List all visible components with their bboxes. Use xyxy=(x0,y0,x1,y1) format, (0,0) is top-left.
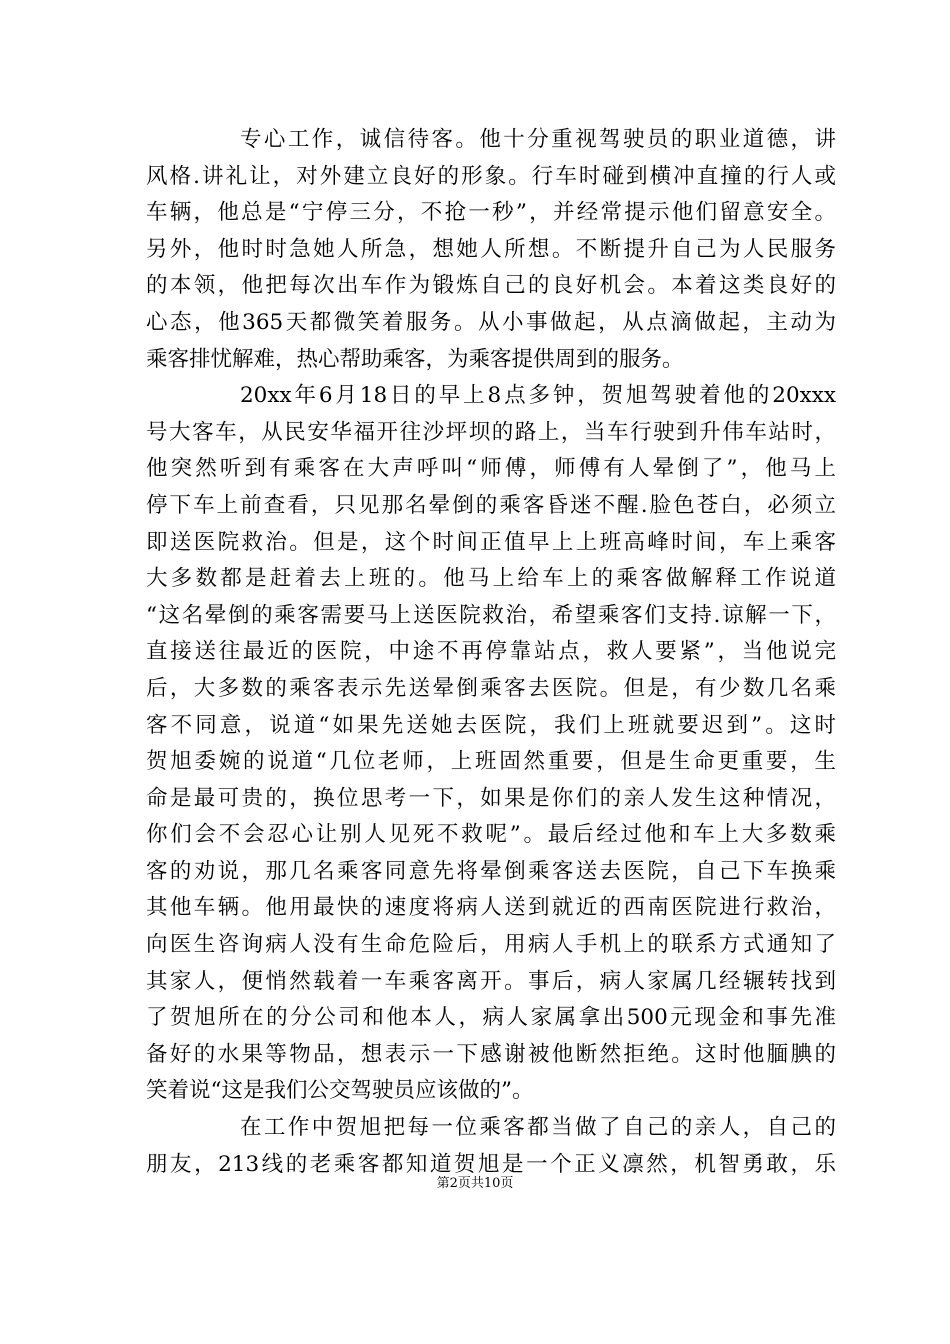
paragraph-2-line-18: 了贺旭所在的分公司和他本人，病人家属拿出500元现金和事先准 xyxy=(146,1005,836,1031)
paragraph-1-line-2: 风格.讲礼让，对外建立良好的形象。行车时碰到横冲直撞的行人或 xyxy=(146,163,836,189)
paragraph-1-line-6: 心态，他365天都微笑着服务。从小事做起，从点滴做起，主动为 xyxy=(146,309,836,335)
paragraph-3-line-1: 在工作中贺旭把每一位乘客都当做了自己的亲人，自己的 xyxy=(240,1115,836,1141)
paragraph-1-line-7: 乘客排忧解难，热心帮助乘客，为乘客提供周到的服务。 xyxy=(146,346,684,372)
paragraph-2-line-20: 笑着说“这是我们公交驾驶员应该做的”。 xyxy=(146,1078,534,1104)
paragraph-1-line-4: 另外，他时时急她人所急，想她人所想。不断提升自己为人民服务 xyxy=(146,236,836,262)
paragraph-2-line-14: 客的劝说，那几名乘客同意先将晕倒乘客送去医院，自己下车换乘 xyxy=(146,858,836,884)
document-body xyxy=(146,122,836,1183)
paragraph-2-line-19: 备好的水果等物品，想表示一下感谢被他断然拒绝。这时他腼腆的 xyxy=(146,1041,836,1067)
paragraph-1-line-1: 专心工作，诚信待客。他十分重视驾驶员的职业道德，讲 xyxy=(240,127,836,152)
paragraph-2-line-2: 号大客车，从民安华福开往沙坪坝的路上，当车行驶到升伟车站时， xyxy=(146,419,836,445)
paragraph-2-line-12: 命是最可贵的，换位思考一下，如果是你们的亲人发生这种情况， xyxy=(146,785,836,811)
paragraph-1-line-5: 的本领，他把每次出车作为锻炼自己的良好机会。本着这类良好的 xyxy=(146,273,836,299)
paragraph-2-line-17: 其家人，便悄然载着一车乘客离开。事后，病人家属几经辗转找到 xyxy=(146,968,836,994)
paragraph-2-line-9: 后，大多数的乘客表示先送晕倒乘客去医院。但是，有少数几名乘 xyxy=(146,675,836,701)
paragraph-3-line-2: 朋友，213线的老乘客都知道贺旭是一个正义凛然，机智勇敢，乐 xyxy=(146,1151,836,1177)
paragraph-2-line-1: 20xx年6月18日的早上8点多钟，贺旭驾驶着他的20xxx xyxy=(240,383,836,409)
paragraph-2-line-8: 直接送往最近的医院，中途不再停靠站点，救人要紧”，当他说完 xyxy=(146,639,836,665)
paragraph-2-line-11: 贺旭委婉的说道“几位老师，上班固然重要，但是生命更重要，生 xyxy=(146,749,836,775)
paragraph-2-line-7: “这名晕倒的乘客需要马上送医院救治，希望乘客们支持.谅解一下， xyxy=(146,602,836,628)
paragraph-2-line-3: 他突然听到有乘客在大声呼叫“师傅，师傅有人晕倒了”，他马上 xyxy=(146,456,836,482)
paragraph-2-line-15: 其他车辆。他用最快的速度将病人送到就近的西南医院进行救治， xyxy=(146,895,836,921)
paragraph-2-line-13: 你们会不会忍心让别人见死不救呢”。最后经过他和车上大多数乘 xyxy=(146,822,836,848)
paragraph-2-line-4: 停下车上前查看，只见那名晕倒的乘客昏迷不醒.脸色苍白，必须立 xyxy=(146,492,836,518)
paragraph-2-line-6: 大多数都是赶着去上班的。他马上给车上的乘客做解释工作说道 xyxy=(146,566,836,592)
paragraph-2-line-16: 向医生咨询病人没有生命危险后，用病人手机上的联系方式通知了 xyxy=(146,932,836,958)
paragraph-1-line-3: 车辆，他总是“宁停三分，不抢一秒”，并经常提示他们留意安全。 xyxy=(146,200,836,226)
page-number-footer: 第2页共10页 xyxy=(436,1176,514,1191)
paragraph-2-line-10: 客不同意，说道“如果先送她去医院，我们上班就要迟到”。这时 xyxy=(146,712,836,738)
paragraph-2-line-5: 即送医院救治。但是，这个时间正值早上上班高峰时间，车上乘客 xyxy=(146,529,836,555)
